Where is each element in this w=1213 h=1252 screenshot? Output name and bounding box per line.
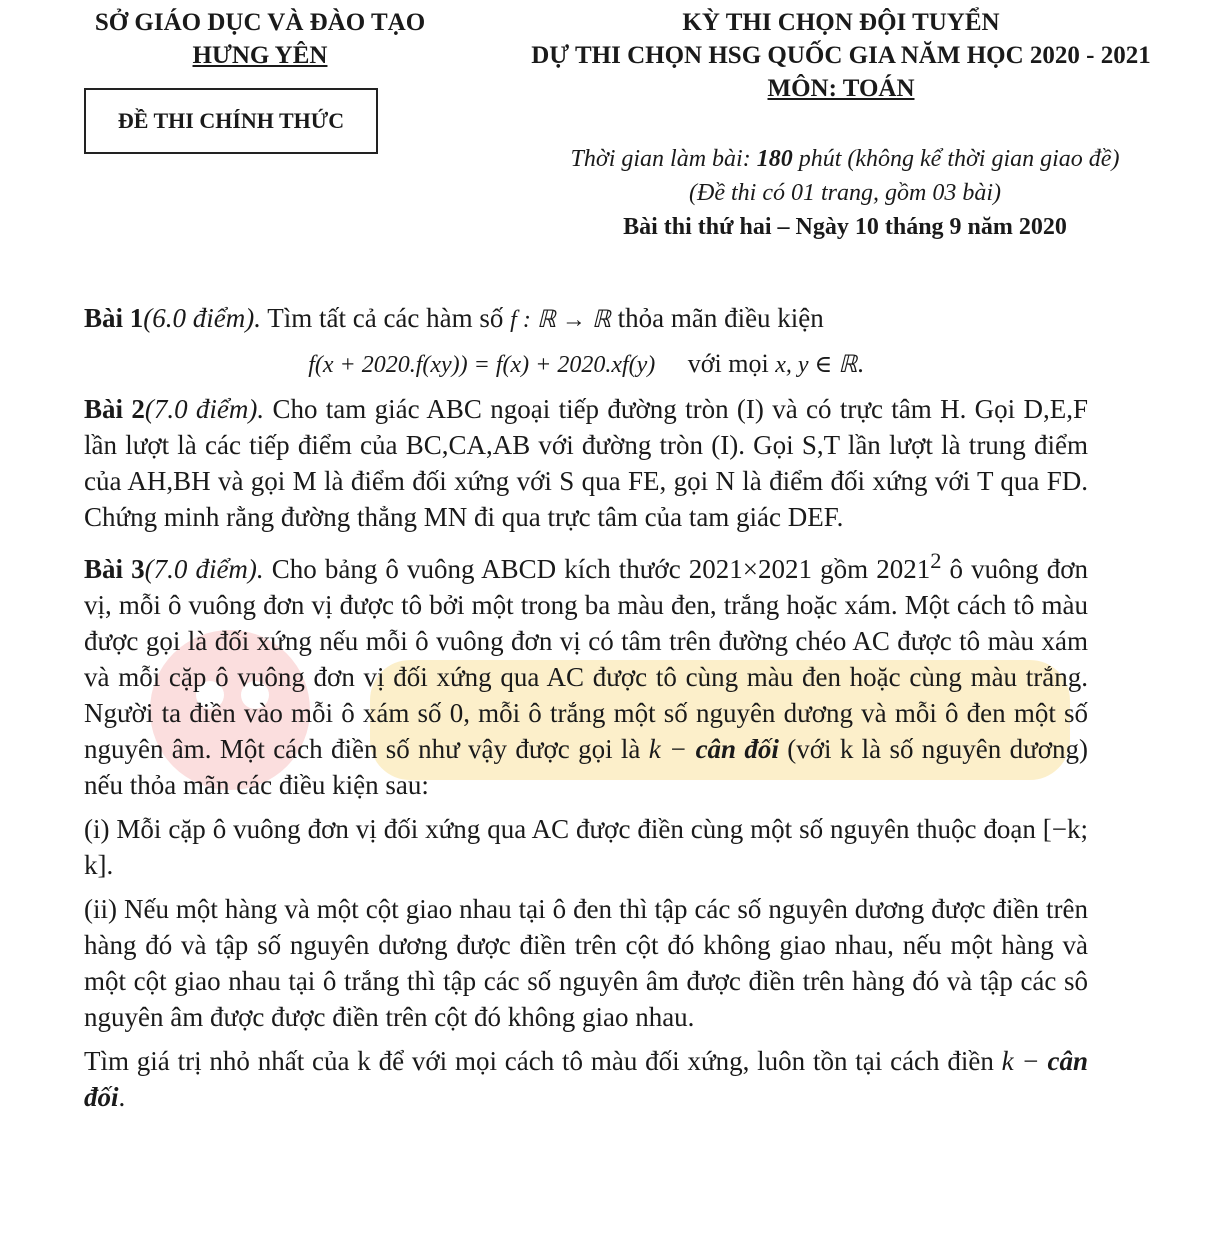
province-name: HƯNG YÊN [192,42,328,69]
exam-title: KỲ THI CHỌN ĐỘI TUYỂN [682,9,1000,36]
problem-2-points: (7.0 điểm). [144,394,265,424]
time-value: 180 [756,146,793,172]
official-exam-box [84,88,378,154]
official-exam-label: ĐỀ THI CHÍNH THỨC [117,108,345,133]
problem-3-condition-1: (i) Mỗi cặp ô vuông đơn vị đối xứng qua AC được điền cùng một số nguyên thuộc đoạn [−k; k]. [84,814,1088,880]
problem-1-math: f : ℝ → ℝ [510,307,611,333]
problem-2-title: Bài 2 [84,394,145,424]
problem-1-text-b: thỏa mãn điều kiện [610,303,824,333]
problem-3-superscript: 2 [930,548,942,573]
problem-1-eq-end: . [857,349,864,378]
problem-1-text-a: Tìm tất cả các hàm số [260,303,511,333]
time-prefix: Thời gian làm bài: [570,146,757,172]
problem-3-condition-2: (ii) Nếu một hàng và một cột giao nhau tại ô đen thì tập các số nguyên dương được điền trên hàng đó và tập số nguyên dương được điền trên cột đó không giao nhau, nếu một hàng và một cột giao nhau tại ô trắng thì tập các số nguyên âm được điền trên hàng đó và tập các sô nguyên âm được được điền trên cột đó không giao nhau. [84,894,1088,1032]
problem-3-text-c: (với k là số nguyên dương) nếu thỏa mãn các điều kiện sau: [84,734,1088,800]
problem-1-equation-line [84,346,1088,383]
exam-header [476,6,1206,105]
time-suffix: phút (không kể thời gian giao đề) [792,146,1120,172]
problem-1-points: (6.0 điểm). [143,303,261,333]
exam-subtitle: DỰ THI CHỌN HSG QUỐC GIA NĂM HỌC 2020 - 2021 [531,42,1151,69]
problem-3-term-k: k − [648,734,688,764]
problem-3 [84,543,1088,803]
exam-subject: MÔN: TOÁN [767,75,915,102]
exam-time [480,142,1210,176]
problem-1-eq-text: với mọi [687,349,769,378]
problem-3-question-k: k − [1001,1046,1040,1076]
problem-1-equation: f(x + 2020.f(xy)) = f(x) + 2020.xf(y) [308,352,656,378]
problem-3-term-balanced: cân đối [687,734,779,764]
problem-1-eq-math: x, y ∈ ℝ [775,352,858,378]
exam-content [84,300,1088,1123]
exam-session: Bài thi thứ hai – Ngày 10 tháng 9 năm 2020 [623,214,1067,240]
problem-3-title: Bài 3 [84,554,145,584]
problem-3-text-a: Cho bảng ô vuông ABCD kích thước 2021×2021 gồm 2021 [263,554,931,584]
pages-note: (Đề thi có 01 trang, gồm 03 bài) [689,180,1001,206]
department-header [40,6,480,72]
problem-3-question-end: . [118,1082,126,1112]
department-name: SỞ GIÁO DỤC VÀ ĐÀO TẠO [94,9,426,36]
problem-3-points: (7.0 điểm). [144,554,264,584]
problem-3-question-term: cân đối [84,1046,1088,1112]
problem-2 [84,391,1088,535]
problem-3-text-b: ô vuông đơn vị, mỗi ô vuông đơn vị được tô bởi một trong ba màu đen, trắng hoặc xám. Một cách tô màu được gọi là đối xứng nếu mỗi ô vuông đơn vị có tâm trên đường chéo AC được tô màu xám và mỗi cặp ô vuông đơn vị đối xứng qua AC được tô cùng màu đen hoặc cùng màu trắng. Người ta điền vào mỗi ô xám số 0, mỗi ô trắng một số nguyên dương và mỗi ô đen một số nguyên âm. Một cách điền số như vậy được gọi là [84,554,1088,764]
problem-2-text: Cho tam giác ABC ngoại tiếp đường tròn (I) và có trực tâm H. Gọi D,E,F lần lượt là các tiếp điểm của BC,CA,AB với đường tròn (I). Gọi S,T lần lượt là trung điểm của AH,BH và gọi M là điểm đối xứng với S qua FE, gọi N là điểm đối xứng với T qua FD. Chứng minh rằng đường thẳng MN đi qua trực tâm của tam giác DEF. [84,394,1088,532]
problem-1 [84,300,1088,338]
problem-3-question [84,1043,1088,1115]
problem-1-title: Bài 1 [84,303,144,333]
problem-3-question-text: Tìm giá trị nhỏ nhất của k để với mọi cách tô màu đối xứng, luôn tồn tại cách điền [84,1046,1002,1076]
exam-meta [480,142,1210,244]
